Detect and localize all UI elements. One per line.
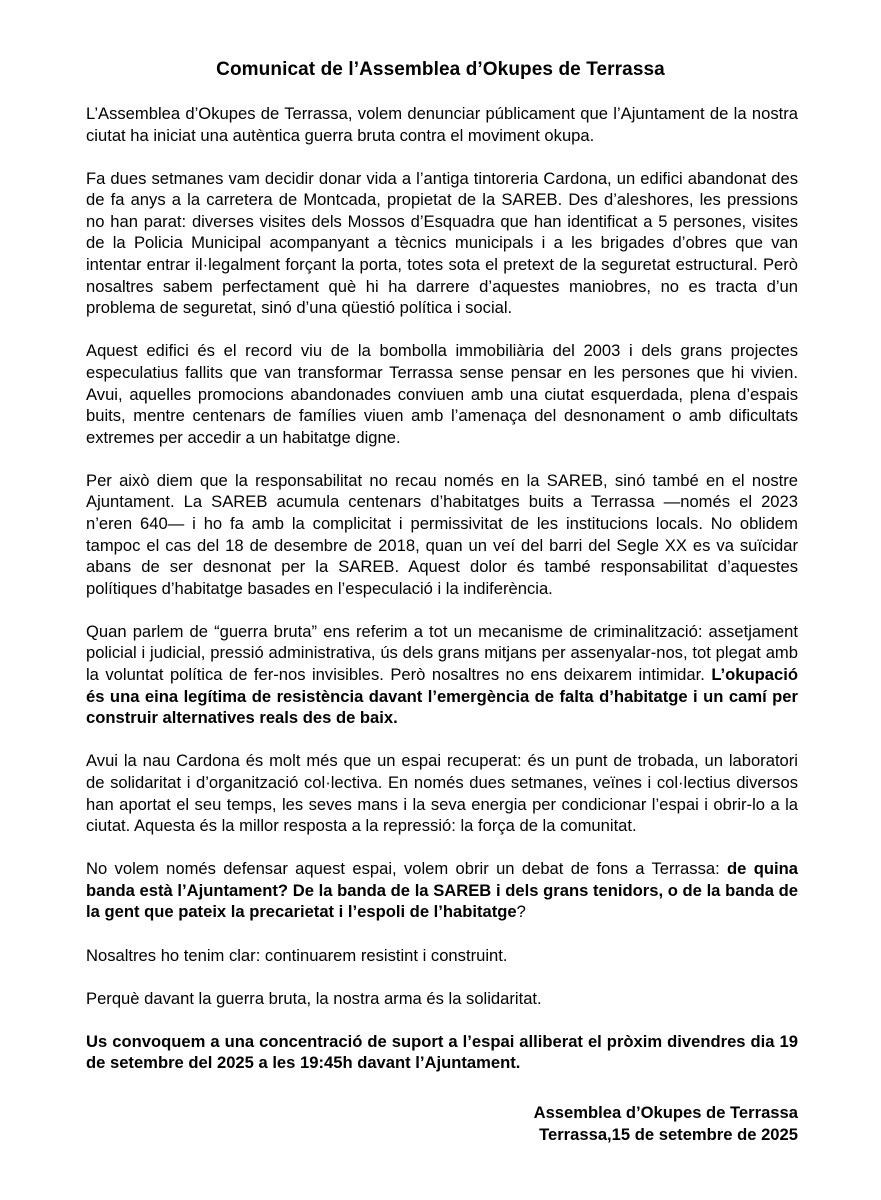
paragraph-intro: L’Assemblea d’Okupes de Terrassa, volem denunciar públicament que l’Ajuntament de la nostra ciutat ha iniciat una autèntica guerra bruta contra el moviment okupa.	[86, 104, 798, 145]
paragraph-dirty-war-emphasis: L’okupació és una eina legítima de resistència davant l’emergència de falta d’habitatge i un camí per construir alternatives reals des de baix.	[86, 665, 798, 728]
paragraph-solidarity: Perquè davant la guerra bruta, la nostra arma és la solidaritat.	[86, 988, 542, 1008]
paragraph-debate-text: No volem només defensar aquest espai, volem obrir un debat de fons a Terrassa:	[86, 859, 728, 879]
paragraph-dirty-war-text: Quan parlem de “guerra bruta” ens referim a tot un mecanisme de criminalització: assetjament policial i judicial, pressió administrativa, ús dels grans mitjans per assenyalar-nos, tot plegat amb la voluntat política de fer-nos invisibles. Però nosaltres no ens deixarem intimidar.	[86, 621, 798, 685]
paragraph-occupation: Fa dues setmanes vam decidir donar vida a l’antiga tintoreria Cardona, un edifici abandonat des de fa anys a la carretera de Montcada, propietat de la SAREB. Des d’aleshores, les pressions no han parat: diverses visites dels Mossos d’Esquadra que han identificat a 5 persones, visites de la Policia Municipal acompanyant a tècnics municipals i a les brigades d’obres que van intentar entrar il·legalment forçant la porta, totes sota el pretext de la seguretat estructural. Però nosaltres sabem perfectament què hi ha darrere d’aquestes maniobres, no es tracta d’un problema de seguretat, sinó d’una qüestió política i social.	[86, 168, 798, 318]
paragraph-resist: Nosaltres ho tenim clar: continuarem resistint i construint.	[86, 945, 508, 965]
paragraph-community: Avui la nau Cardona és molt més que un espai recuperat: és un punt de trobada, un laboratori de solidaritat i d’organització col·lectiva. En només dues setmanes, veïnes i col·lectius diversos han aportat el seu temps, les seves mans i la seva energia per condicionar l’espai i obrir-lo a la ciutat. Aquesta és la millor resposta a la repressió: la força de la comunitat.	[86, 751, 798, 836]
paragraph-debate-end: ?	[516, 902, 526, 922]
paragraph-dirty-war	[86, 621, 798, 729]
signature-name: Assemblea d’Okupes de Terrassa	[533, 1103, 798, 1122]
document-title: Comunicat de l’Assemblea d’Okupes de Terrassa	[216, 59, 665, 80]
paragraph-call-to-action: Us convoquem a una concentració de suport a l’espai alliberat el pròxim divendres dia 19 de setembre del 2025 a les 19:45h davant l’Ajuntament.	[86, 1031, 798, 1073]
signature-place-date: Terrassa,15 de setembre de 2025	[539, 1124, 798, 1144]
signature-block	[534, 1102, 798, 1145]
paragraph-responsibility: Per això diem que la responsabilitat no recau només en la SAREB, sinó també en el nostre Ajuntament. La SAREB acumula centenars d’habitatges buits a Terrassa —només el 2023 n’eren 640— i ho fa amb la complicitat i permissivitat de les institucions locals. No oblidem tampoc el cas del 18 de desembre de 2018, quan un veí del barri del Segle XX es va suïcidar abans de ser desnonat per la SAREB. Aquest dolor és també responsabilitat d’aquestes polítiques d’habitatge basades en l’especulació i la indiferència.	[86, 470, 798, 598]
paragraph-building-history: Aquest edifici és el record viu de la bombolla immobiliària del 2003 i dels grans projectes especulatius fallits que van transformar Terrassa sense pensar en les persones que hi vivien. Avui, aquelles promocions abandonades conviuen amb una ciutat esquerdada, plena d’espais buits, mentre centenars de famílies viuen amb l’amenaça del desnonament o amb dificultats extremes per accedir a un habitatge digne.	[86, 341, 798, 447]
paragraph-debate	[86, 858, 798, 923]
paragraph-debate-question: de quina banda està l’Ajuntament? De la banda de la SAREB i dels grans tenidors, o de la banda de la gent que pateix la precarietat i l’espoli de l’habitatge	[86, 859, 798, 922]
document-body	[86, 103, 798, 1095]
